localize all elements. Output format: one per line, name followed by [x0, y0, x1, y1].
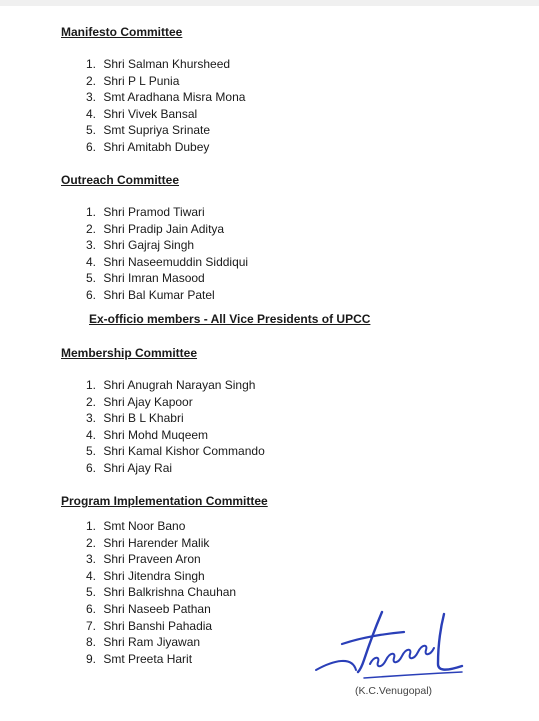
- program-implementation-committee-list: [86, 518, 236, 667]
- list-item: 1. Shri Anugrah Narayan Singh: [86, 378, 256, 392]
- signature-stroke: [438, 614, 462, 670]
- list-item: 2. Shri Ajay Kapoor: [86, 394, 193, 409]
- list-item: 5. Shri Balkrishna Chauhan: [86, 585, 237, 600]
- signature-stroke: [370, 646, 434, 667]
- list-item: 5. Shri Imran Masood: [86, 271, 205, 286]
- list-item: 6. Shri Ajay Rai: [86, 460, 173, 475]
- list-item: 8. Shri Ram Jiyawan: [86, 635, 201, 650]
- signature-stroke: [364, 672, 462, 678]
- outreach-committee-list: [86, 204, 248, 304]
- list-item: 4. Shri Naseemuddin Siddiqui: [86, 254, 249, 269]
- list-item: 3. Smt Aradhana Misra Mona: [86, 90, 246, 105]
- list-item: 5. Smt Supriya Srinate: [86, 123, 211, 138]
- list-item: 1. Smt Noor Bano: [86, 519, 186, 533]
- manifesto-committee-list: [86, 56, 245, 156]
- list-item: 5. Shri Kamal Kishor Commando: [86, 444, 265, 459]
- list-item: 2. Shri Pradip Jain Aditya: [86, 221, 225, 236]
- ex-officio-note: Ex-officio members - All Vice Presidents of UPCC: [89, 312, 371, 326]
- list-item: 4. Shri Jitendra Singh: [86, 568, 205, 583]
- list-item: 7. Shri Banshi Pahadia: [86, 618, 213, 633]
- membership-committee-list: [86, 377, 265, 477]
- list-item: 2. Shri P L Punia: [86, 73, 180, 88]
- list-item: 1. Shri Pramod Tiwari: [86, 205, 205, 219]
- list-item: 6. Shri Bal Kumar Patel: [86, 287, 215, 302]
- list-item: 6. Shri Naseeb Pathan: [86, 601, 211, 616]
- handwritten-signature: [312, 608, 472, 680]
- signatory-name: (K.C.Venugopal): [355, 685, 433, 697]
- manifesto-committee-heading: Manifesto Committee: [61, 25, 183, 39]
- outreach-committee-heading: Outreach Committee: [61, 173, 180, 187]
- list-item: 3. Shri Gajraj Singh: [86, 238, 195, 253]
- list-item: 4. Shri Mohd Muqeem: [86, 427, 209, 442]
- list-item: 1. Shri Salman Khursheed: [86, 57, 231, 71]
- list-item: 3. Shri B L Khabri: [86, 411, 184, 426]
- list-item: 9. Smt Preeta Harit: [86, 651, 193, 666]
- list-item: 3. Shri Praveen Aron: [86, 552, 201, 567]
- list-item: 6. Shri Amitabh Dubey: [86, 139, 210, 154]
- signature-stroke: [316, 661, 356, 670]
- membership-committee-heading: Membership Committee: [61, 346, 198, 360]
- program-implementation-committee-heading: Program Implementation Committee: [61, 494, 268, 508]
- list-item: 4. Shri Vivek Bansal: [86, 106, 198, 121]
- list-item: 2. Shri Harender Malik: [86, 535, 210, 550]
